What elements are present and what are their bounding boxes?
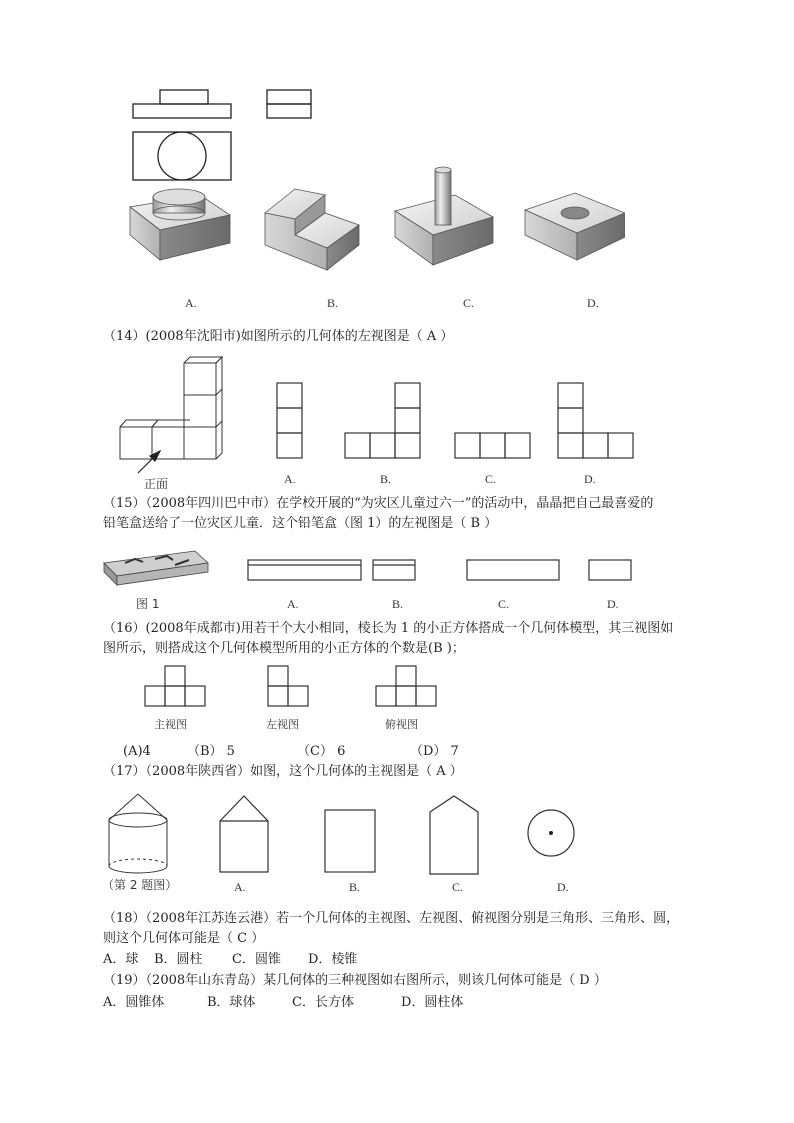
option-b-label: B. (349, 880, 361, 894)
solid-option-b (265, 189, 359, 270)
problem17-question: （17）（2008年陕西省）如图，这个几何体的主视图是（ A ） (103, 764, 463, 779)
top-view-drawing (133, 132, 231, 180)
option-a-label: A. (284, 472, 296, 486)
option-b-label: B. (392, 597, 404, 611)
option-b-label: B. (380, 472, 392, 486)
option-a-view (277, 383, 302, 458)
top-view-drawing (376, 666, 436, 706)
option-d-view (589, 560, 631, 580)
option-d-view (558, 383, 633, 458)
front-label: 正面 (144, 477, 169, 491)
problem16-choice-d: （D） 7 (410, 744, 459, 759)
problem19-choice-a: A．圆锥体 (103, 995, 165, 1010)
option-b-view (345, 383, 420, 458)
main-view-drawing (145, 666, 205, 706)
left-view-drawing (268, 666, 308, 706)
option-b-view (325, 810, 375, 872)
l-shaped-solid (120, 357, 222, 459)
option-a-label: A. (234, 880, 246, 894)
option-c-label: C. (463, 296, 475, 310)
problem15-question-line2: 铅笔盒送给了一位灾区儿童．这个铅笔盒（图 1）的左视图是（ B ） (103, 516, 498, 531)
figure-label: （第 2 题图） (102, 878, 178, 892)
problem19-choice-d: D．圆柱体 (401, 995, 464, 1010)
option-d-label: D. (587, 296, 599, 310)
solid-option-d (525, 193, 625, 260)
problem19-choice-b: B．球体 (207, 995, 256, 1010)
problem16-choice-c: （C） 6 (297, 744, 346, 759)
main-view-label: 主视图 (154, 718, 187, 731)
problem18-choice-d: D．棱锥 (308, 952, 358, 967)
problem14-question: （14）(2008年沈阳市)如图所示的几何体的左视图是（ A ） (103, 329, 454, 344)
solid-option-c (395, 167, 493, 265)
option-d-label: D. (607, 597, 619, 611)
problem16-choice-a: (A)4 (123, 744, 151, 759)
solid-option-a (130, 189, 230, 260)
problem18-choice-a: A．球 (103, 952, 139, 967)
problem17-figure (100, 790, 600, 900)
cone-cylinder-solid (109, 794, 167, 873)
option-d-label: D. (557, 880, 569, 894)
problem19-question: （19）（2008年山东青岛）某几何体的三种视图如右图所示，则该几何体可能是（ D ） (103, 973, 607, 988)
front-view-drawing (133, 90, 231, 118)
problem13-figure (105, 85, 625, 320)
option-a-view (220, 796, 268, 872)
option-c-label: C. (498, 597, 510, 611)
option-b-view (373, 560, 415, 580)
pencil-box-drawing (104, 551, 208, 585)
option-d-label: D. (584, 472, 596, 486)
problem14-figure (110, 355, 645, 495)
option-a-view (248, 560, 361, 580)
option-d-center-dot (549, 831, 553, 835)
problem16-choice-b: （B） 5 (187, 744, 235, 759)
problem16-figure (140, 660, 460, 740)
problem18-question-line1: （18）（2008年江苏连云港）若一个几何体的主视图、左视图、俯视图分别是三角形、三角形、圆， (103, 911, 680, 926)
side-view-drawing (267, 90, 311, 118)
option-a-label: A. (287, 597, 299, 611)
option-c-label: C. (485, 472, 497, 486)
problem15-figure (100, 543, 650, 613)
option-a-label: A. (185, 296, 197, 310)
left-view-label: 左视图 (266, 718, 299, 731)
top-view-label: 俯视图 (385, 718, 418, 731)
figure1-label: 图 1 (136, 597, 160, 611)
option-c-view (455, 433, 530, 458)
problem18-choice-b: B．圆柱 (154, 952, 203, 967)
option-c-view (467, 560, 559, 580)
problem18-question-line2: 则这个几何体可能是（ C ） (103, 931, 265, 946)
problem16-question-line2: 图所示，则搭成这个几何体模型所用的小正方体的个数是(B )； (103, 641, 465, 656)
option-c-view (430, 796, 478, 874)
problem18-choice-c: C．圆锥 (232, 952, 281, 967)
problem15-question-line1: （15）（2008年四川巴中市）在学校开展的“为灾区儿童过六一”的活动中，晶晶把自己最喜爱的 (103, 496, 654, 511)
problem19-choice-c: C．长方体 (292, 995, 354, 1010)
option-b-label: B. (327, 296, 339, 310)
option-c-label: C. (452, 880, 464, 894)
problem16-question-line1: （16）(2008年成都市)用若干个大小相同，棱长为 1 的小正方体搭成一个几何体模型，其三视图如 (103, 621, 674, 636)
